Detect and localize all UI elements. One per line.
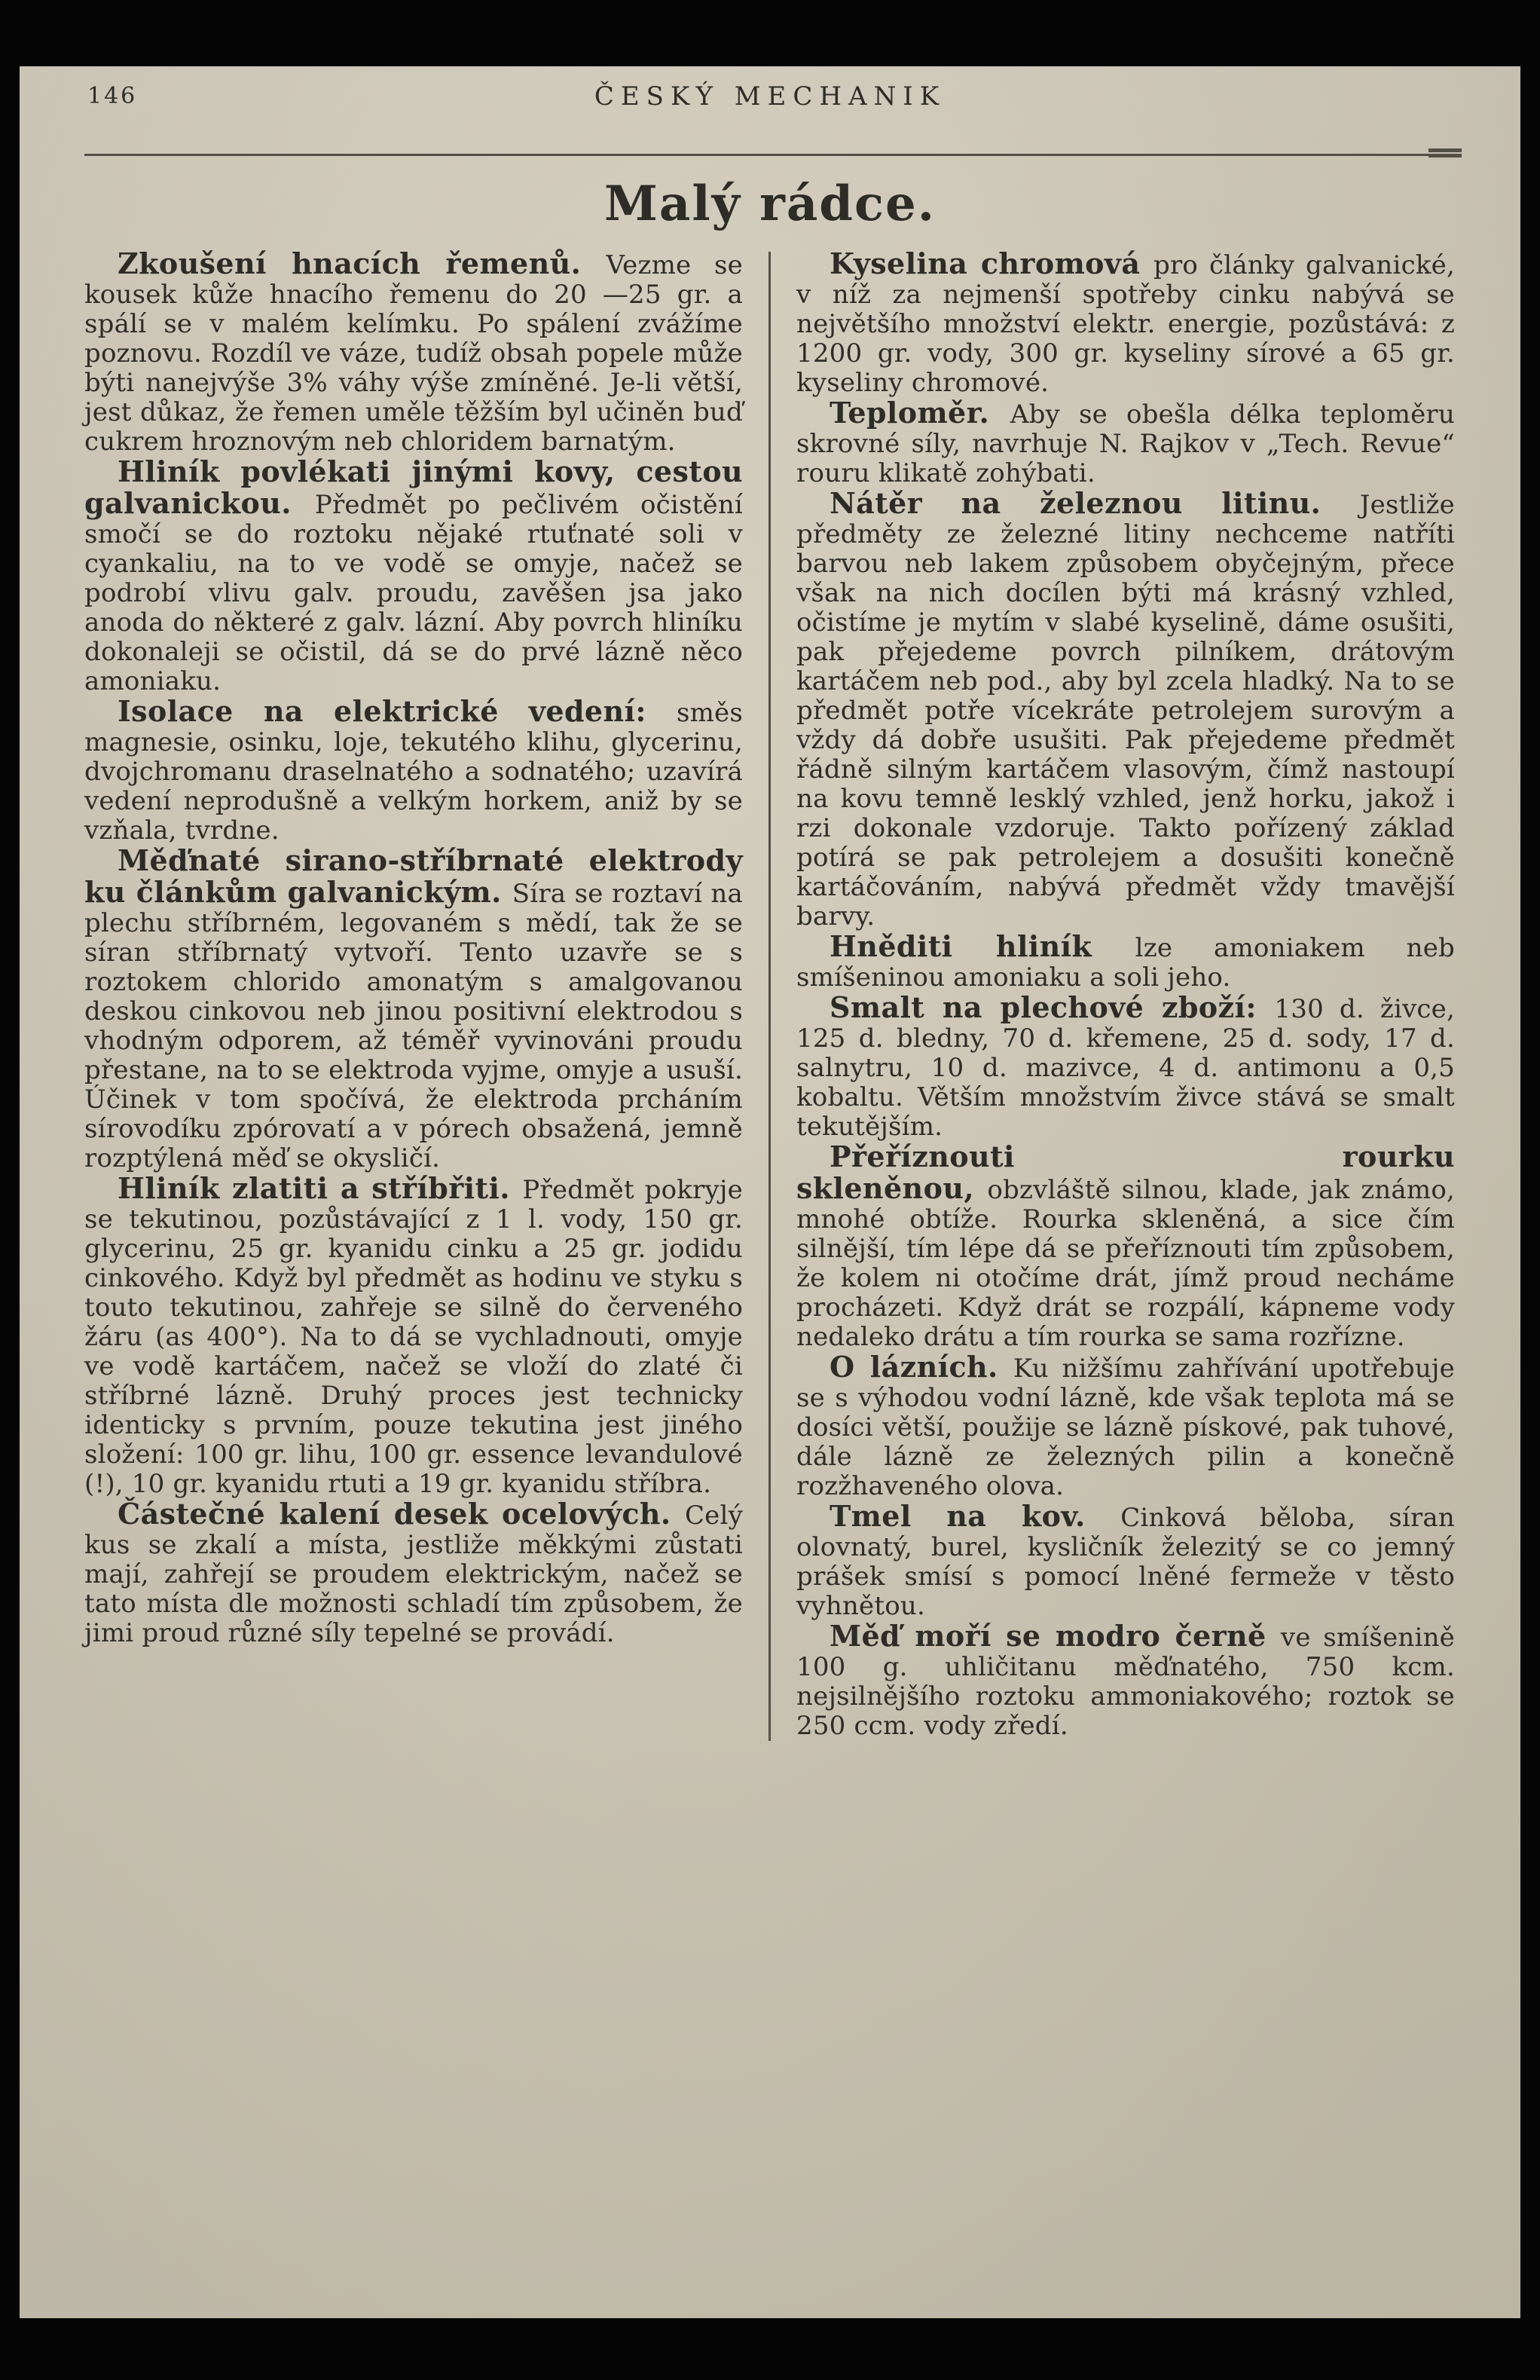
- article-metal-putty: [796, 1501, 1455, 1621]
- article-heading: Teploměr.: [830, 396, 990, 430]
- article-body: směs magnesie, osinku, loje, tekutého klihu, glycerinu, dvojchromanu draselnatého a sodnatého; uzavírá vedení neprodušně a velkým horkem, aniž by se vzňala, tvrdne.: [84, 698, 743, 846]
- article-heading: Nátěr na železnou litinu.: [830, 486, 1322, 520]
- article-cast-iron-coating: [796, 488, 1455, 932]
- header-rule: [84, 154, 1456, 156]
- right-column: [796, 246, 1455, 1741]
- article-aluminium-plating: [84, 454, 743, 696]
- article-about-baths: [796, 1352, 1455, 1501]
- two-column-layout: [84, 246, 1456, 1741]
- article-heading: Zkoušení hnacích řemenů.: [118, 246, 582, 280]
- article-body: obzvláště silnou, klade, jak známo, mnohé obtíže. Rourka skleněná, a sice čím silnější, tím lépe dá se přeříznouti tím způsobem, že kolem ni otočíme drát, jímž proud necháme procházeti. Když drát se rozpálí, kápneme vody nedaleko drátu a tím rourka se sama rozřízne.: [796, 1175, 1455, 1352]
- article-heading: Měď moří se modro černě: [830, 1619, 1267, 1653]
- article-body: ve smíšenině 100 g. uhličitanu měďnatého, 750 kcm. nejsilnějšího roztoku ammoniakového; roztok se 250 ccm. vody zředí.: [796, 1623, 1455, 1741]
- article-heading: Tmel na kov.: [830, 1499, 1086, 1533]
- article-enamel-for-sheet-goods: [796, 990, 1455, 1142]
- journal-title: ČESKÝ MECHANIK: [594, 81, 946, 112]
- article-body: Jestliže předměty ze železné litiny nechceme natříti barvou neb lakem způsobem obyčejným, přece však na nich docílen býti má krásný vzhled, očistíme je mytím v slabé kyselině, dáme osušiti, pak přejedeme povrch pilníkem, drátovým kartáčem neb pod., aby byl zcela hladký. Na to se předmět potře vícekráte petrolejem surovým a vždy dá dobře usušiti. Pak přejedeme předmět řádně silným kartáčem vlasovým, čímž nastoupí na kovu temně lesklý vzhled, jenž horku, jakož i rzi dokonale vzdoruje. Takto pořízený základ potírá se pak petrolejem a dosušiti konečně kartáčováním, nabývá předmět vždy tmavější barvy.: [796, 490, 1455, 932]
- article-body: Cinková běloba, síran olovnatý, burel, kysličník železitý se co jemný prášek smísí s pomocí lněné fermeže v těsto vyhnětou.: [796, 1503, 1455, 1621]
- article-body: Celý kus se zkalí a místa, jestliže měkkými zůstati mají, zahřejí se proudem elektrickým, načež se tato místa dle možnosti schladí tím způsobem, že jimi proud různé síly tepelné se provádí.: [84, 1501, 743, 1648]
- article-browning-aluminium: [796, 929, 1455, 993]
- article-heading: Smalt na plechové zboží:: [830, 990, 1257, 1024]
- article-heading: Přeříznouti rourku skleněnou,: [796, 1140, 1455, 1205]
- article-gilding-aluminium: [84, 1173, 743, 1499]
- article-body: lze amoniakem neb smíšeninou amoniaku a soli jeho.: [796, 933, 1455, 993]
- article-partial-hardening: [84, 1499, 743, 1648]
- column-divider-rule: [768, 252, 771, 1741]
- article-body: Předmět pokryje se tekutinou, pozůstávající z 1 l. vody, 150 gr. glycerinu, 25 gr. kyanidu cinku a 25 gr. jodidu cinkového. Když byl předmět as hodinu ve styku s touto tekutinou, zahřeje se silně do červeného žáru (as 400°). Na to dá se vychladnouti, omyje ve vodě kartáčem, načež se vloží do zlaté či stříbrné lázně. Druhý proces jest technicky identicky s prvním, pouze tekutina jest jiného složení: 100 gr. lihu, 100 gr. essence levandulové (!), 10 gr. kyanidu rtuti a 19 gr. kyanidu stříbra.: [84, 1175, 743, 1499]
- page-header: [84, 78, 1456, 113]
- article-body: Ku nižšímu zahřívání upotřebuje se s výhodou vodní lázně, kde však teplota má se dosíci větší, použije se lázně pískové, pak tuhové, dále lázně ze železných pilin a konečně rozžhaveného olova.: [796, 1354, 1455, 1501]
- article-thermometer: [796, 398, 1455, 488]
- page-number: 146: [87, 83, 138, 109]
- article-heading: O lázních.: [830, 1350, 998, 1384]
- article-body: 130 d. živce, 125 d. bledny, 70 d. křemene, 25 d. sody, 17 d. salnytru, 10 d. mazivce, 4 d. antimonu a 0,5 kobaltu. Větším množstvím živce stává se smalt tekutějším.: [796, 994, 1455, 1142]
- article-heading: Částečné kalení desek ocelových.: [118, 1497, 671, 1531]
- article-body: Aby se obešla délka teploměru skrovné síly, navrhuje N. Rajkov v „Tech. Revue“ rouru klikatě zohýbati.: [796, 399, 1455, 488]
- article-chromic-acid: [796, 246, 1455, 398]
- article-body: Síra se roztaví na plechu stříbrném, legovaném s mědí, tak že se síran stříbrnatý vytvoří. Tento uzavře se s roztokem chlorido amonatým s amalgovanou deskou cinkovou neb jinou positivní elektrodou s vhodným odporem, až téměř vyvinováni proudu přestane, na to se elektroda vyjme, omyje a usuší. Účinek v tom spočívá, že elektroda prcháním sírovodíku zpórovatí a v pórech obsažená, jemně rozptýlená měď se okysličí.: [84, 879, 743, 1173]
- article-body: Vezme se kousek kůže hnacího řemenu do 20 —25 gr. a spálí se v malém kelímku. Po spálení zvážíme poznovu. Rozdíl ve váze, tudíž obsah popele může býti nanejvýše 3% váhy výše zmíněné. Je-li větší, jest důkaz, že řemen uměle těžším byl učiněn buď cukrem hroznovým neb chloridem barnatým.: [84, 250, 743, 457]
- page-inner: [20, 66, 1520, 2318]
- article-heading: Hněditi hliník: [830, 929, 1092, 963]
- article-copper-silver-electrodes: [84, 843, 743, 1173]
- article-heading: Měďnaté sirano-stříbrnaté elektrody ku článkům galvanickým.: [84, 843, 743, 909]
- article-cutting-glass-tube: [796, 1142, 1455, 1352]
- article-body: Předmět po pečlivém očistění smočí se do roztoku nějaké rtuťnaté soli v cyankaliu, na to ve vodě se omyje, načež se podrobí vlivu galv. proudu, zavěšen jsa jako anoda do některé z galv. lázní. Aby povrch hliníku dokonaleji se očistil, dá se do prvé lázně něco amoniaku.: [84, 490, 743, 696]
- article-heading: Hliník povlékati jinými kovy, cestou galvanickou.: [84, 454, 743, 520]
- scanned-page: [20, 66, 1520, 2318]
- article-heading: Hliník zlatiti a stříbřiti.: [118, 1171, 510, 1205]
- article-electrical-insulation: [84, 696, 743, 846]
- article-heading: Isolace na elektrické vedení:: [118, 694, 646, 728]
- article-belt-testing: [84, 246, 743, 457]
- page-title: Malý rádce.: [604, 176, 936, 232]
- article-heading: Kyselina chromová: [830, 246, 1141, 280]
- article-body: pro články galvanické, v níž za nejmenší spotřeby cinku nabývá se největšího množství elektr. energie, pozůstává: z 1200 gr. vody, 300 gr. kyseliny sírové a 65 gr. kyseliny chromové.: [796, 250, 1455, 398]
- left-column: [84, 246, 743, 1741]
- rule-end-marks: [1428, 148, 1462, 158]
- article-copper-staining: [796, 1621, 1455, 1741]
